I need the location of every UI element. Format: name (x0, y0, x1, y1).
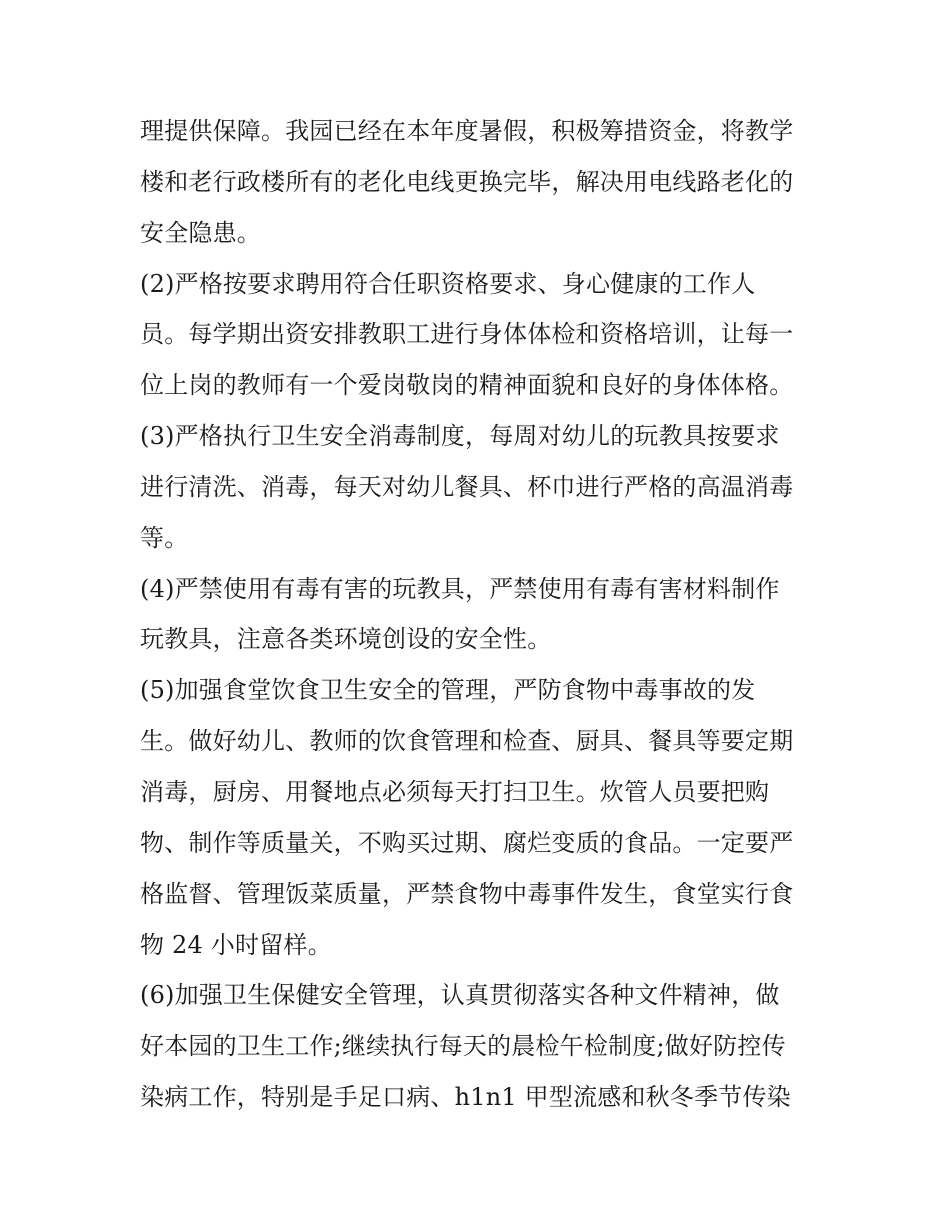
text-line: 位上岗的教师有一个爱岗敬岗的精神面貌和良好的身体体格。 (140, 371, 794, 400)
text-line: (3)严格执行卫生安全消毒制度，每周对幼儿的玩教具按要求 (140, 422, 780, 451)
text-line: (2)严格按要求聘用符合任职资格要求、身心健康的工作人 (140, 269, 756, 298)
text-line: (5)加强食堂饮食卫生安全的管理，严防食物中毒事故的发 (140, 676, 756, 705)
text-line: 好本园的卫生工作;继续执行每天的晨检午检制度;做好防控传 (140, 1032, 786, 1061)
body-text (140, 106, 820, 1123)
text-line: (6)加强卫生保健安全管理，认真贯彻落实各种文件精神，做 (140, 981, 780, 1010)
text-line: 物、制作等质量关，不购买过期、腐烂变质的食品。一定要严 (140, 828, 794, 857)
text-line: (4)严禁使用有毒有害的玩教具，严禁使用有毒有害材料制作 (140, 574, 780, 603)
text-line: 生。做好幼儿、教师的饮食管理和检查、厨具、餐具等要定期 (140, 727, 794, 756)
text-line: 物 24 小时留样。 (140, 930, 332, 959)
text-line: 安全隐患。 (140, 218, 261, 247)
text-line: 玩教具，注意各类环境创设的安全性。 (140, 625, 552, 654)
text-line: 消毒，厨房、用餐地点必须每天打扫卫生。炊管人员要把购 (140, 777, 770, 806)
text-line: 进行清洗、消毒，每天对幼儿餐具、杯巾进行严格的高温消毒 (140, 472, 794, 501)
text-line: 等。 (140, 523, 189, 552)
text-line: 楼和老行政楼所有的老化电线更换完毕，解决用电线路老化的 (140, 167, 794, 196)
text-line: 染病工作，特别是手足口病、h1n1 甲型流感和秋冬季节传染 (140, 1083, 791, 1112)
text-line: 员。每学期出资安排教职工进行身体体检和资格培训，让每一 (140, 320, 794, 349)
text-line: 格监督、管理饭菜质量，严禁食物中毒事件发生，食堂实行食 (140, 879, 794, 908)
text-line: 理提供保障。我园已经在本年度暑假，积极筹措资金，将教学 (140, 117, 794, 145)
